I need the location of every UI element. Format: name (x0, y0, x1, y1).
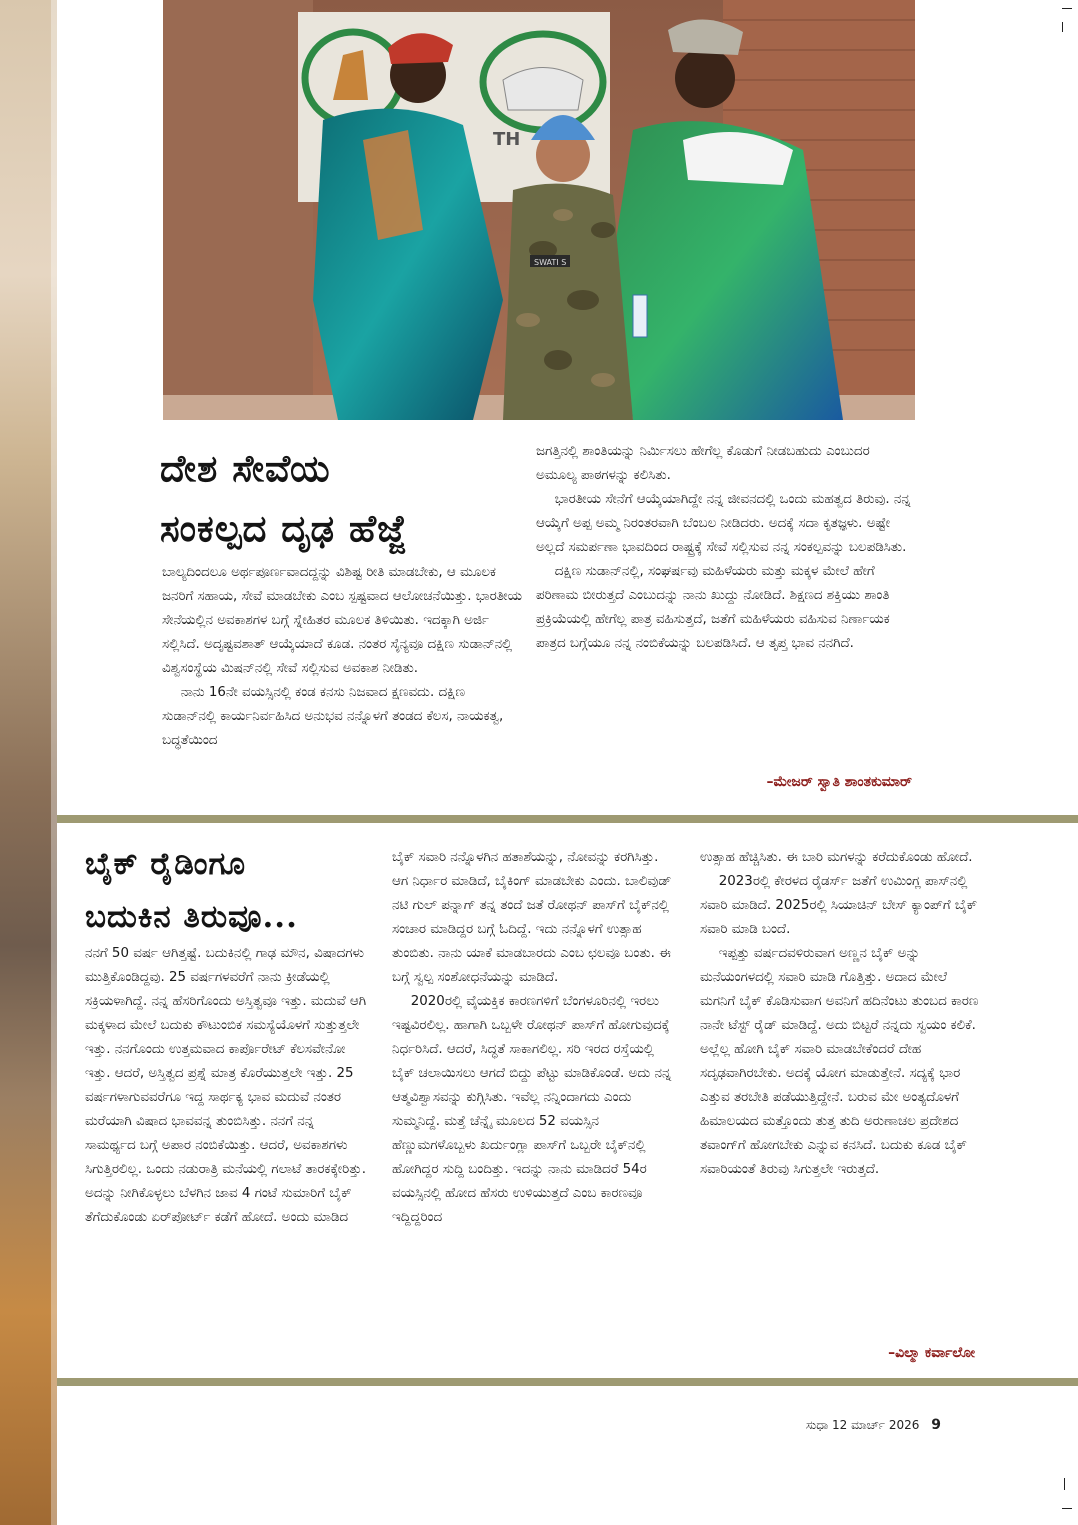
story2-headline-line1: ಬೈಕ್ ರೈಡಿಂಗೂ (85, 846, 247, 882)
peacekeeper-photo (163, 0, 915, 420)
crop-mark (1064, 1478, 1065, 1490)
story2-paragraph: ಉತ್ಸಾಹ ಹೆಚ್ಚಿಸಿತು. ಈ ಬಾರಿ ಮಗಳನ್ನು ಕರೆದುಕೊಂಡು ಹೋದೆ. (700, 850, 973, 865)
page-number: 9 (931, 1417, 941, 1433)
story2-column-2 (392, 846, 677, 1230)
story2-column-3 (700, 846, 980, 1182)
story1-paragraph: ನಾನು 16ನೇ ವಯಸ್ಸಿನಲ್ಲಿ ಕಂಡ ಕನಸು ನಿಜವಾದ ಕ್ಷಣವದು. ದಕ್ಷಿಣ ಸುಡಾನ್‌ನಲ್ಲಿ ಕಾರ್ಯನಿರ್ವಹಿಸಿದ ಅನುಭವ ನನ್ನೊಳಗೆ ತಂಡದ ಕೆಲಸ, ನಾಯಕತ್ವ, ಬದ್ಧತೆಯಿಂದ (162, 685, 504, 748)
crop-mark (1062, 8, 1072, 9)
story1-paragraph: ಬಾಲ್ಯದಿಂದಲೂ ಅರ್ಥಪೂರ್ಣವಾದದ್ದನ್ನು ವಿಶಿಷ್ಟ ರೀತಿ ಮಾಡಬೇಕು, ಆ ಮೂಲಕ ಜನರಿಗೆ ಸಹಾಯ, ಸೇವೆ ಮಾಡಬೇಕು ಎಂಬ ಸ್ಪಷ್ಟವಾದ ಆಲೋಚನೆಯಿತ್ತು. ಭಾರತೀಯ ಸೇನೆಯಲ್ಲಿನ ಅವಕಾಶಗಳ ಬಗ್ಗೆ ಸ್ನೇಹಿತರ ಮೂಲಕ ತಿಳಿಯಿತು. ಇದಕ್ಕಾಗಿ ಅರ್ಜಿ ಸಲ್ಲಿಸಿದೆ. ಅದೃಷ್ಟವಶಾತ್ ಆಯ್ಕೆಯಾದೆ ಕೂಡ. ನಂತರ ಸೈನ್ಯವೂ ದಕ್ಷಿಣ ಸುಡಾನ್‌ನಲ್ಲಿ ವಿಶ್ವಸಂಸ್ಥೆಯ ಮಿಷನ್‌ನಲ್ಲಿ ಸೇವೆ ಸಲ್ಲಿಸುವ ಅವಕಾಶ ನೀಡಿತು. (162, 565, 522, 676)
sign-text: TH (493, 129, 521, 150)
story1-paragraph: ಭಾರತೀಯ ಸೇನೆಗೆ ಆಯ್ಕೆಯಾಗಿದ್ದೇ ನನ್ನ ಜೀವನದಲ್ಲಿ ಒಂದು ಮಹತ್ವದ ತಿರುವು. ನನ್ನ ಆಯ್ಕೆಗೆ ಅಪ್ಪ ಅಮ್ಮ ನಿರಂತರವಾಗಿ ಬೆಂಬಲ ನೀಡಿದರು. ಅದಕ್ಕೆ ಸದಾ ಕೃತಜ್ಞಳು. ಅಷ್ಟೇ ಅಲ್ಲದೆ ಸಮರ್ಪಣಾ ಭಾವದಿಂದ ರಾಷ್ಟ್ರಕ್ಕೆ ಸೇವೆ ಸಲ್ಲಿಸುವ ನನ್ನ ಸಂಕಲ್ಪವನ್ನು ಬಲಪಡಿಸಿತು. (536, 492, 911, 555)
story1-column-2 (536, 440, 911, 656)
story1-column-1 (162, 561, 522, 753)
story2-paragraph: ಬೈಕ್ ಸವಾರಿ ನನ್ನೊಳಗಿನ ಹತಾಶೆಯನ್ನು, ನೋವನ್ನು ಕರಗಿಸಿತ್ತು. ಆಗ ನಿರ್ಧಾರ ಮಾಡಿದೆ, ಬೈಕಿಂಗ್ ಮಾಡಬೇಕು ಎಂದು. ಬಾಲಿವುಡ್ ನಟಿ ಗುಲ್ ಪನ್ನಾಗ್ ತನ್ನ ತಂದೆ ಜತೆ ರೋಥನ್ ಪಾಸ್‌ಗೆ ಬೈಕ್‌ನಲ್ಲಿ ಸಂಚಾರ ಮಾಡಿದ್ದರ ಬಗ್ಗೆ ಓದಿದ್ದೆ. ಇದು ನನ್ನೊಳಗೆ ಉತ್ಸಾಹ ತುಂಬಿತು. ನಾನು ಯಾಕೆ ಮಾಡಬಾರದು ಎಂಬ ಛಲವೂ ಬಂತು. ಈ ಬಗ್ಗೆ ಸ್ವಲ್ಪ ಸಂಶೋಧನೆಯನ್ನು ಮಾಡಿದೆ. (392, 850, 672, 985)
story1-paragraph: ಜಗತ್ತಿನಲ್ಲಿ ಶಾಂತಿಯನ್ನು ನಿರ್ಮಿಸಲು ಹೇಗೆಲ್ಲ ಕೊಡುಗೆ ನೀಡಬಹುದು ಎಂಬುದರ ಅಮೂಲ್ಯ ಪಾಠಗಳನ್ನು ಕಲಿಸಿತು. (536, 444, 870, 483)
section-divider (57, 815, 1078, 823)
left-edge-photo-strip (0, 0, 57, 1525)
publication-date: ಸುಧಾ 12 ಮಾರ್ಚ್ 2026 (806, 1418, 920, 1432)
page-footer (806, 1417, 976, 1433)
story2-signature: –ವಿಲ್ಮಾ ಕರ್ವಾಲೋ (888, 1345, 975, 1361)
story2-column-1 (85, 942, 367, 1230)
crop-mark (1062, 1508, 1072, 1509)
story1-headline (160, 438, 520, 558)
story2-headline (85, 838, 385, 944)
story2-paragraph: 2020ರಲ್ಲಿ ವೈಯಕ್ತಿಕ ಕಾರಣಗಳಿಗೆ ಬೆಂಗಳೂರಿನಲ್ಲಿ ಇರಲು ಇಷ್ಟವಿರಲಿಲ್ಲ. ಹಾಗಾಗಿ ಒಬ್ಬಳೇ ರೋಥನ್ ಪಾಸ್‌ಗೆ ಹೋಗುವುದಕ್ಕೆ ನಿರ್ಧರಿಸಿದೆ. ಆದರೆ, ಸಿದ್ಧತೆ ಸಾಕಾಗಲಿಲ್ಲ. ಸರಿ ಇರದ ರಸ್ತೆಯಲ್ಲಿ ಬೈಕ್ ಚಲಾಯಿಸಲು ಆಗದೆ ಬಿದ್ದು ಪೆಟ್ಟು ಮಾಡಿಕೊಂಡೆ. ಅದು ನನ್ನ ಆತ್ಮವಿಶ್ವಾಸವನ್ನು ಕುಗ್ಗಿಸಿತು. ಇವೆಲ್ಲ ನನ್ನಿಂದಾಗದು ಎಂದು ಸುಮ್ಮನಿದ್ದೆ. ಮತ್ತೆ ಚೆನ್ನೈ ಮೂಲದ 52 ವಯಸ್ಸಿನ ಹೆಣ್ಣುಮಗಳೊಬ್ಬಳು ಖರ್ದುಂಗ್ಲಾ ಪಾಸ್‌ಗೆ ಒಬ್ಬರೇ ಬೈಕ್‌ನಲ್ಲಿ ಹೋಗಿದ್ದರ ಸುದ್ದಿ ಬಂದಿತ್ತು. ಇದನ್ನು ನಾನು ಮಾಡಿದರೆ 54ರ ವಯಸ್ಸಿನಲ್ಲಿ ಹೋದ ಹೆಸರು ಉಳಿಯುತ್ತದೆ ಎಂಬ ಕಾರಣವೂ ಇದ್ದಿದ್ದರಿಂದ (392, 994, 672, 1225)
name-badge: SWATI S (534, 258, 567, 267)
story2-headline-line2: ಬದುಕಿನ ತಿರುವೂ... (85, 899, 298, 935)
story2-paragraph: ನನಗೆ 50 ವರ್ಷ ಆಗಿತ್ತಷ್ಟೆ. ಬದುಕಿನಲ್ಲಿ ಗಾಢ ಮೌನ, ವಿಷಾದಗಳು ಮುತ್ತಿಕೊಂಡಿದ್ದವು. 25 ವರ್ಷಗಳವರೆಗೆ ನಾನು ಕ್ರೀಡೆಯಲ್ಲಿ ಸಕ್ರಿಯಳಾಗಿದ್ದೆ. ನನ್ನ ಹೆಸರಿಗೊಂದು ಅಸ್ತಿತ್ವವೂ ಇತ್ತು. ಮದುವೆ ಆಗಿ ಮಕ್ಕಳಾದ ಮೇಲೆ ಬದುಕು ಕೌಟುಂಬಿಕ ಸಮಸ್ಯೆಯೊಳಗೆ ಸುತ್ತುತ್ತಲೇ ಇತ್ತು. ನನಗೊಂದು ಉತ್ತಮವಾದ ಕಾರ್ಪೊರೇಟ್ ಕೆಲಸವೇನೋ ಇತ್ತು. ಆದರೆ, ಅಸ್ತಿತ್ವದ ಪ್ರಶ್ನೆ ಮಾತ್ರ ಕೊರೆಯುತ್ತಲೇ ಇತ್ತು. 25 ವರ್ಷಗಳಾಗುವವರೆಗೂ ಇದ್ದ ಸಾರ್ಥಕ್ಯ ಭಾವ ಮದುವೆ ನಂತರ ಮರೆಯಾಗಿ ವಿಷಾದ ಭಾವವನ್ನ ತುಂಬಿಸಿತ್ತು. ನನಗೆ ನನ್ನ ಸಾಮರ್ಥ್ಯದ ಬಗ್ಗೆ ಅಪಾರ ನಂಬಿಕೆಯಿತ್ತು. ಆದರೆ, ಅವಕಾಶಗಳು ಸಿಗುತ್ತಿರಲಿಲ್ಲ. ಒಂದು ನಡುರಾತ್ರಿ ಮನೆಯಲ್ಲಿ ಗಲಾಟೆ ತಾರಕಕ್ಕೇರಿತ್ತು. ಅದನ್ನು ನೀಗಿಕೊಳ್ಳಲು ಬೆಳಗಿನ ಜಾವ 4 ಗಂಟೆ ಸುಮಾರಿಗೆ ಬೈಕ್ ತೆಗೆದುಕೊಂಡು ಏರ್‌ಪೋರ್ಟ್ ಕಡೆಗೆ ಹೋದೆ. ಅಂದು ಮಾಡಿದ (85, 946, 367, 1225)
section-divider (57, 1378, 1078, 1386)
story1-headline-line2: ಸಂಕಲ್ಪದ ದೃಢ ಹೆಜ್ಜೆ (160, 506, 407, 550)
story2-paragraph: 2023ರಲ್ಲಿ ಕೇರಳದ ರೈಡರ್ಸ್ ಜತೆಗೆ ಉಮಿಂಗ್ಲ ಪಾಸ್‌ನಲ್ಲಿ ಸವಾರಿ ಮಾಡಿದೆ. 2025ರಲ್ಲಿ ಸಿಯಾಚಿನ್ ಬೇಸ್ ಕ್ಯಾಂಪ್‌ಗೆ ಬೈಕ್ ಸವಾರಿ ಮಾಡಿ ಬಂದೆ. (700, 874, 978, 937)
story1-signature: –ಮೇಜರ್ ಸ್ವಾತಿ ಶಾಂತಕುಮಾರ್ (766, 774, 912, 790)
crop-mark (1062, 22, 1063, 32)
story2-paragraph: ಇಪ್ಪತ್ತು ವರ್ಷದವಳಿರುವಾಗ ಅಣ್ಣನ ಬೈಕ್ ಅನ್ನು ಮನೆಯಂಗಳದಲ್ಲಿ ಸವಾರಿ ಮಾಡಿ ಗೊತ್ತಿತ್ತು. ಅದಾದ ಮೇಲೆ ಮಗನಿಗೆ ಬೈಕ್ ಕೊಡಿಸುವಾಗ ಅವನಿಗೆ ಹದಿನೆಂಟು ತುಂಬದ ಕಾರಣ ನಾನೇ ಟೆಸ್ಟ್ ರೈಡ್ ಮಾಡಿದ್ದೆ. ಅದು ಬಿಟ್ಟರೆ ನನ್ನದು ಸ್ವಯಂ ಕಲಿಕೆ. ಅಲ್ಲೆಲ್ಲ ಹೋಗಿ ಬೈಕ್ ಸವಾರಿ ಮಾಡಬೇಕೆಂದರೆ ದೇಹ ಸದೃಢವಾಗಿರಬೇಕು. ಅದಕ್ಕೆ ಯೋಗ ಮಾಡುತ್ತೇನೆ. ಸದ್ಯಕ್ಕೆ ಭಾರ ಎತ್ತುವ ತರಬೇತಿ ಪಡೆಯುತ್ತಿದ್ದೇನೆ. ಬರುವ ಮೇ ಅಂತ್ಯದೊಳಗೆ ಹಿಮಾಲಯದ ಮತ್ತೊಂದು ತುತ್ತ ತುದಿ ಅರುಣಾಚಲ ಪ್ರದೇಶದ ತವಾಂಗ್‌ಗೆ ಹೋಗಬೇಕು ಎನ್ನುವ ಕನಸಿದೆ. ಬದುಕು ಕೂಡ ಬೈಕ್ ಸವಾರಿಯಂತೆ ತಿರುವು ಸಿಗುತ್ತಲೇ ಇರುತ್ತದೆ. (700, 946, 979, 1177)
story1-paragraph: ದಕ್ಷಿಣ ಸುಡಾನ್‌ನಲ್ಲಿ, ಸಂಘರ್ಷವು ಮಹಿಳೆಯರು ಮತ್ತು ಮಕ್ಕಳ ಮೇಲೆ ಹೇಗೆ ಪರಿಣಾಮ ಬೀರುತ್ತದೆ ಎಂಬುದನ್ನು ನಾನು ಖುದ್ದು ನೋಡಿದೆ. ಶಿಕ್ಷಣದ ಶಕ್ತಿಯು ಶಾಂತಿ ಪ್ರಕ್ರಿಯೆಯಲ್ಲಿ ಹೇಗೆಲ್ಲ ಪಾತ್ರ ವಹಿಸುತ್ತದೆ, ಜತೆಗೆ ಮಹಿಳೆಯರು ವಹಿಸುವ ನಿರ್ಣಾಯಕ ಪಾತ್ರದ ಬಗ್ಗೆಯೂ ನನ್ನ ನಂಬಿಕೆಯನ್ನು ಬಲಪಡಿಸಿದೆ. ಆ ತೃಪ್ತ ಭಾವ ನನಗಿದೆ. (536, 564, 890, 651)
story1-headline-line1: ದೇಶ ಸೇವೆಯ (160, 446, 331, 490)
